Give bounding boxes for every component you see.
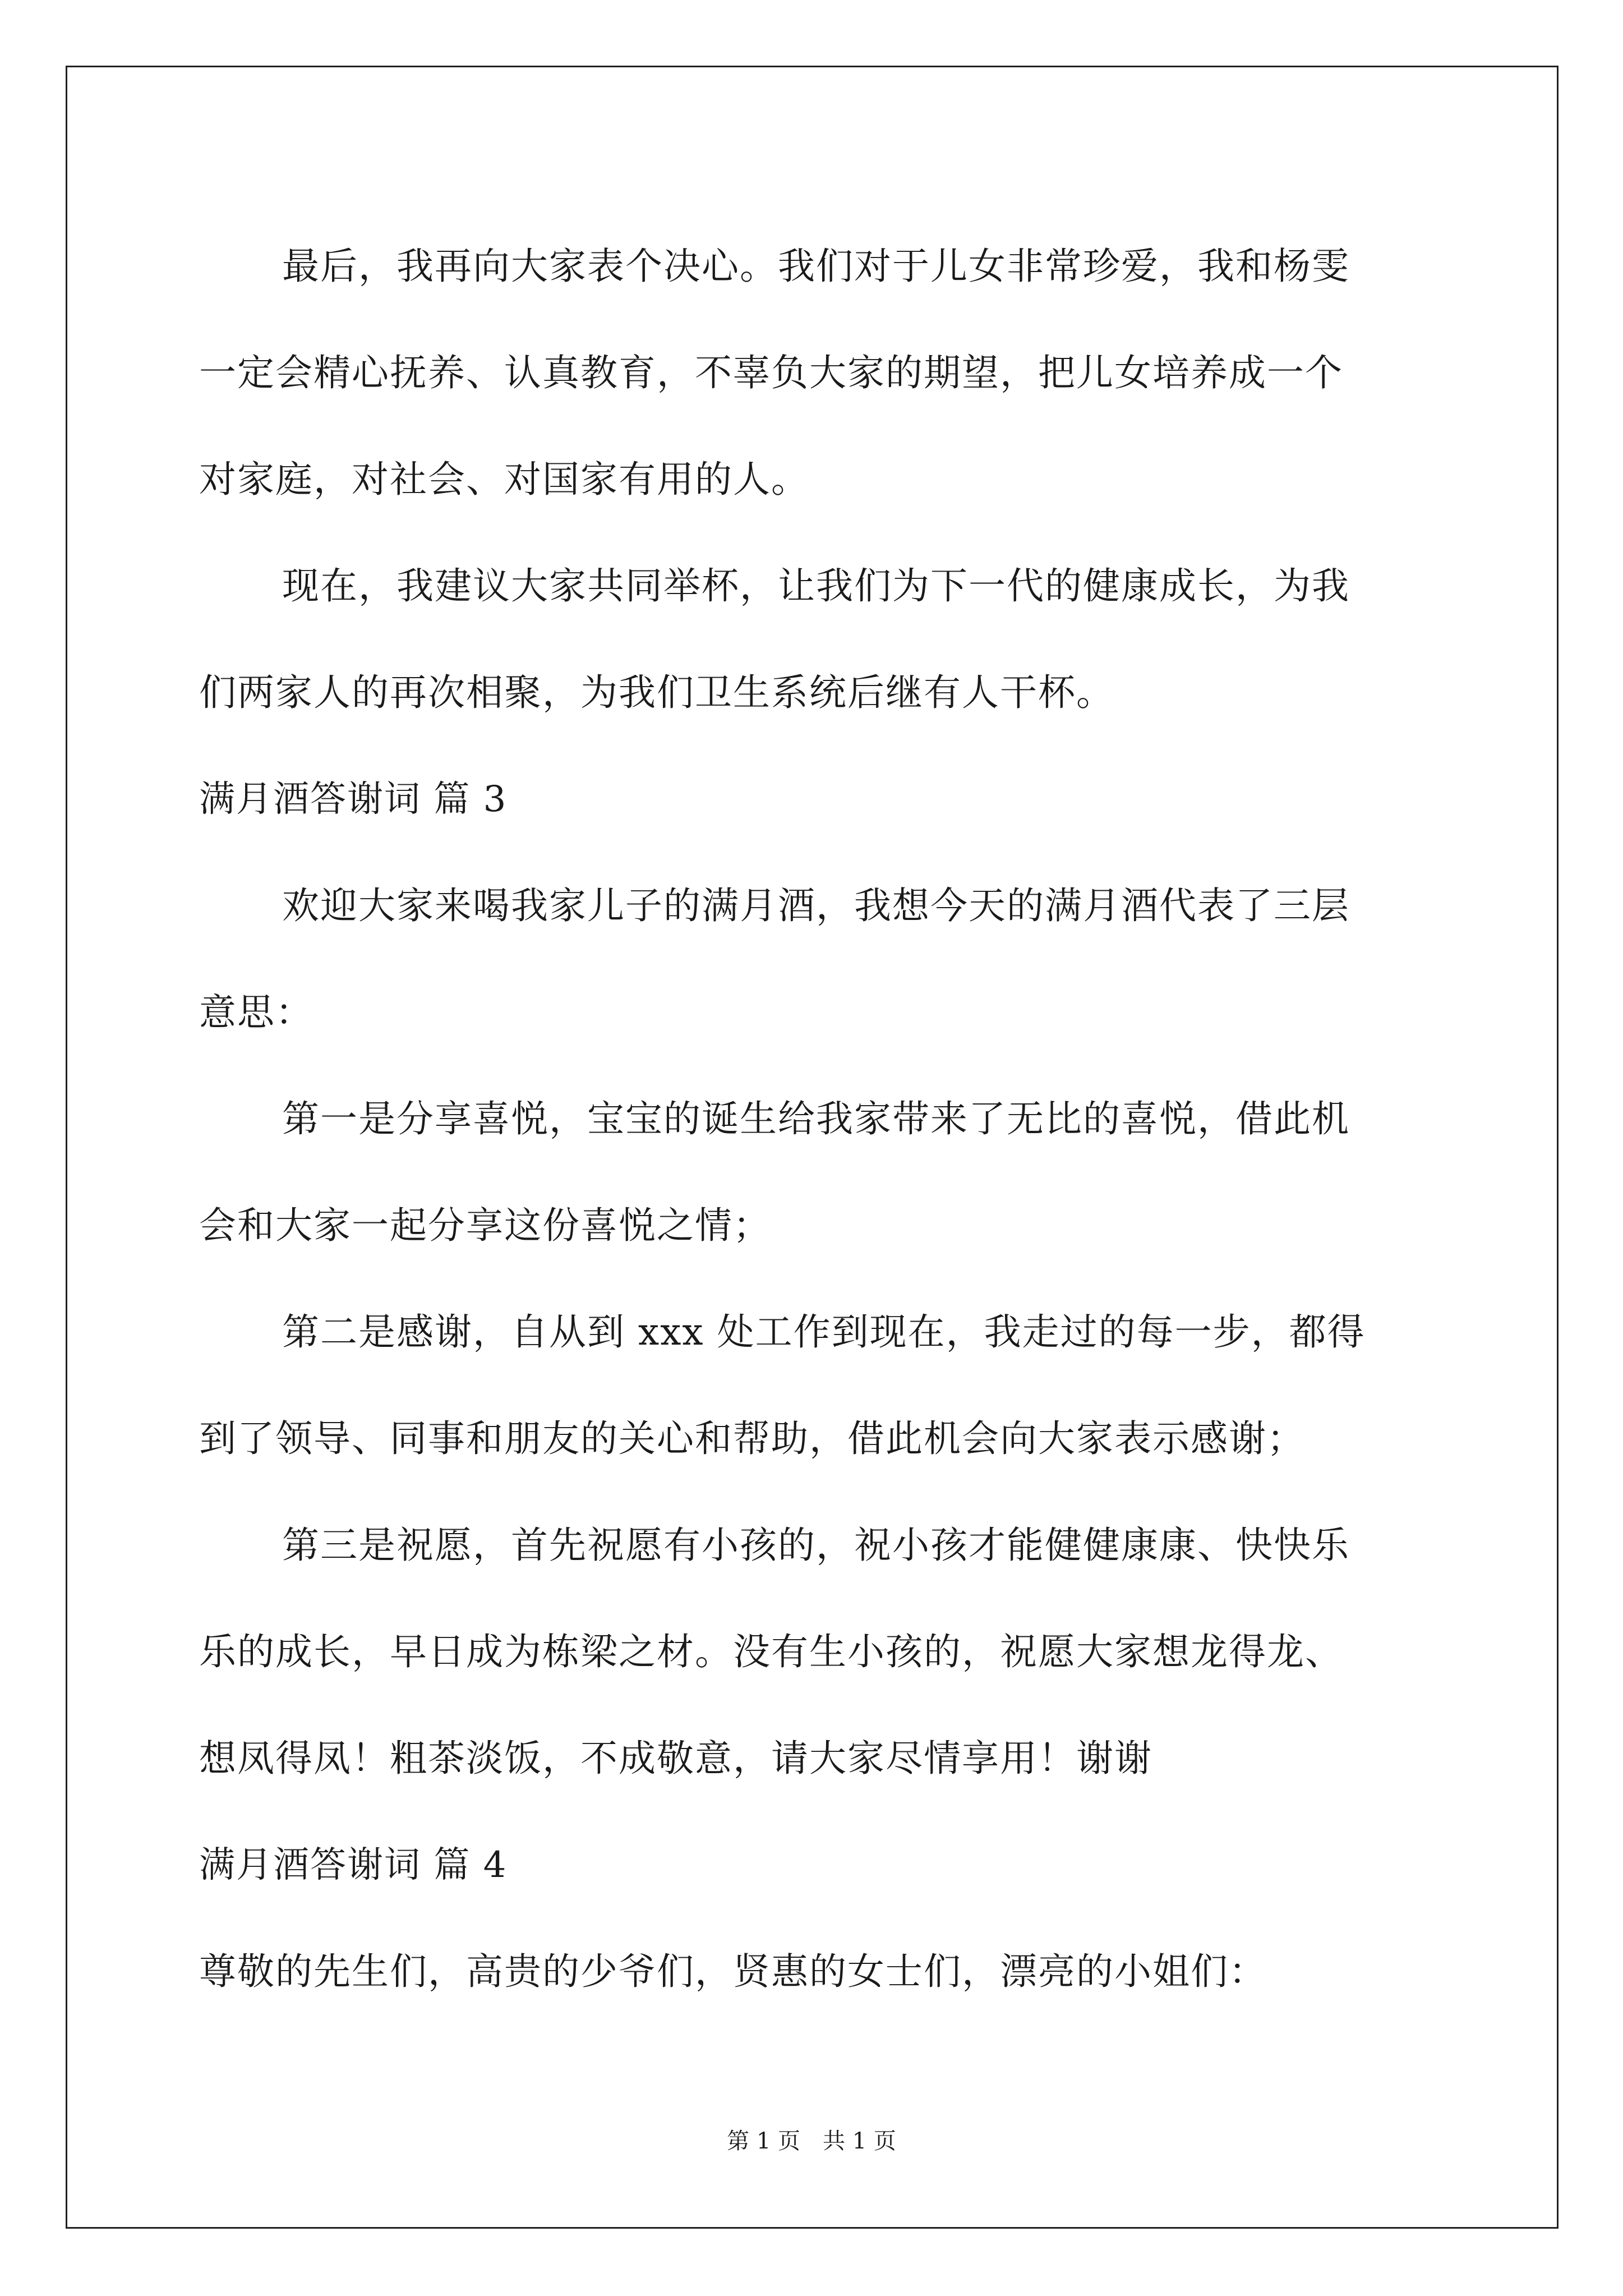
section-heading: 满月酒答谢词 篇 4 xyxy=(199,1844,508,1886)
text-line: 欢迎大家来喝我家儿子的满月酒，我想今天的满月酒代表了三层 xyxy=(282,884,1350,927)
paragraph-greeting xyxy=(199,1918,1433,2025)
text-line: 第一是分享喜悦，宝宝的诞生给我家带来了无比的喜悦，借此机 xyxy=(282,1097,1350,1140)
text-line: 最后，我再向大家表个决心。我们对于儿女非常珍爱，我和杨雯 xyxy=(282,245,1350,288)
text-line: 想凤得凤！粗茶淡饭，不成敬意，请大家尽情享用！谢谢 xyxy=(199,1737,1152,1780)
section-heading: 满月酒答谢词 篇 3 xyxy=(199,779,508,820)
text-line: 对家庭，对社会、对国家有用的人。 xyxy=(199,458,809,501)
text-line: 一定会精心抚养、认真教育，不辜负大家的期望，把儿女培养成一个 xyxy=(199,351,1343,394)
text-line: 到了领导、同事和朋友的关心和帮助，借此机会向大家表示感谢； xyxy=(199,1417,1305,1460)
text-line: 乐的成长，早日成为栋梁之材。没有生小孩的，祝愿大家想龙得龙、 xyxy=(199,1630,1343,1673)
text-line: 们两家人的再次相聚，为我们卫生系统后继有人干杯。 xyxy=(199,671,1114,714)
document-body xyxy=(199,213,1433,2025)
text-line: 尊敬的先生们，高贵的少爷们，贤惠的女士们，漂亮的小姐们： xyxy=(199,1950,1267,1993)
paragraph-toast xyxy=(199,533,1433,746)
text-line: 会和大家一起分享这份喜悦之情； xyxy=(199,1204,771,1247)
text-line: 第二是感谢，自从到 xxx 处工作到现在，我走过的每一步，都得 xyxy=(282,1310,1366,1354)
page-footer: 第 1 页 共 1 页 xyxy=(727,2128,896,2154)
paragraph-resolve xyxy=(199,213,1433,533)
text-line: 现在，我建议大家共同举杯，让我们为下一代的健康成长，为我 xyxy=(282,564,1350,608)
text-line: 意思： xyxy=(199,991,313,1034)
paragraph-third xyxy=(199,1492,1433,1812)
paragraph-welcome xyxy=(199,853,1433,1066)
paragraph-first xyxy=(199,1066,1433,1279)
text-line: 第三是祝愿，首先祝愿有小孩的，祝小孩才能健健康康、快快乐 xyxy=(282,1524,1350,1567)
paragraph-second xyxy=(199,1279,1433,1492)
